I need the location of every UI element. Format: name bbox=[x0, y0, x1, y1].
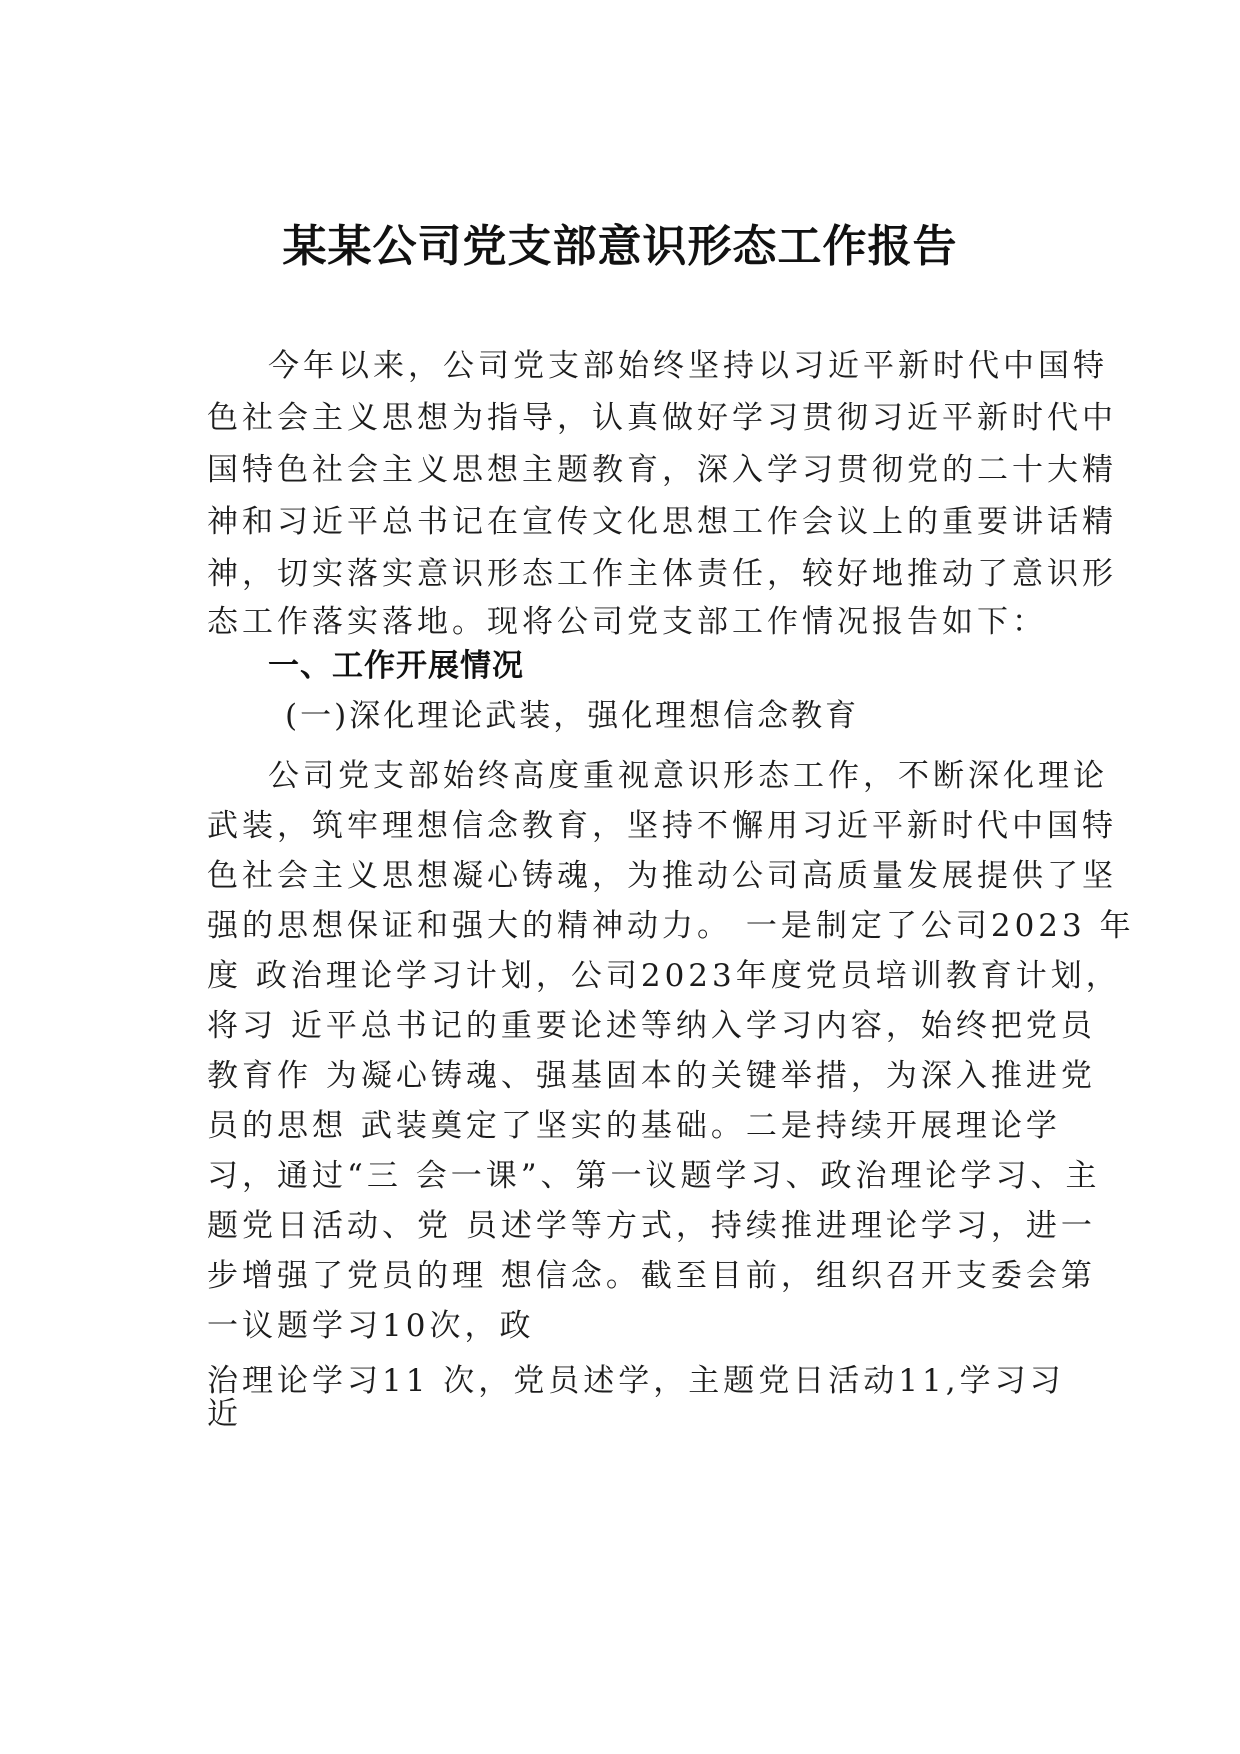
body-line: 将习 近平总书记的重要论述等纳入学习内容，始终把党员 bbox=[207, 1008, 1096, 1044]
intro-line: 态工作落实落地。现将公司党支部工作情况报告如下： bbox=[207, 604, 1047, 640]
intro-line: 神，切实落实意识形态工作主体责任，较好地推动了意识形 bbox=[207, 556, 1117, 592]
body-line: 近 bbox=[207, 1396, 242, 1432]
intro-line: 色社会主义思想为指导，认真做好学习贯彻习近平新时代中 bbox=[207, 400, 1117, 436]
body-line: 题党日活动、党 员述学等方式，持续推进理论学习，进一 bbox=[207, 1208, 1096, 1244]
body-line: 步增强了党员的理 想信念。截至目前，组织召开支委会第 bbox=[207, 1258, 1096, 1294]
intro-line: 今年以来，公司党支部始终坚持以习近平新时代中国特 bbox=[268, 348, 1108, 384]
intro-line: 神和习近平总书记在宣传文化思想工作会议上的重要讲话精 bbox=[207, 504, 1117, 540]
body-line: 一议题学习10次，政 bbox=[207, 1308, 535, 1344]
document-title: 某某公司党支部意识形态工作报告 bbox=[282, 221, 958, 272]
body-line: 强的思想保证和强大的精神动力。 一是制定了公司2023 年 bbox=[207, 908, 1135, 944]
body-line: 色社会主义思想凝心铸魂，为推动公司高质量发展提供了坚 bbox=[207, 858, 1117, 894]
subsection-heading: (一)深化理论武装，强化理想信念教育 bbox=[285, 698, 860, 734]
intro-line: 国特色社会主义思想主题教育，深入学习贯彻党的二十大精 bbox=[207, 452, 1117, 488]
body-line: 教育作 为凝心铸魂、强基固本的关键举措，为深入推进党 bbox=[207, 1058, 1096, 1094]
body-line: 治理论学习11 次，党员述学，主题党日活动11,学习习 bbox=[207, 1363, 1065, 1399]
body-line: 武装，筑牢理想信念教育，坚持不懈用习近平新时代中国特 bbox=[207, 808, 1117, 844]
section-heading: 一、工作开展情况 bbox=[268, 648, 524, 684]
body-line: 员的思想 武装奠定了坚实的基础。二是持续开展理论学 bbox=[207, 1108, 1061, 1144]
body-line: 度 政治理论学习计划，公司2023年度党员培训教育计划， bbox=[207, 958, 1121, 994]
body-line: 公司党支部始终高度重视意识形态工作，不断深化理论 bbox=[268, 758, 1108, 794]
body-line: 习，通过“三 会一课”、第一议题学习、政治理论学习、主 bbox=[207, 1158, 1101, 1194]
